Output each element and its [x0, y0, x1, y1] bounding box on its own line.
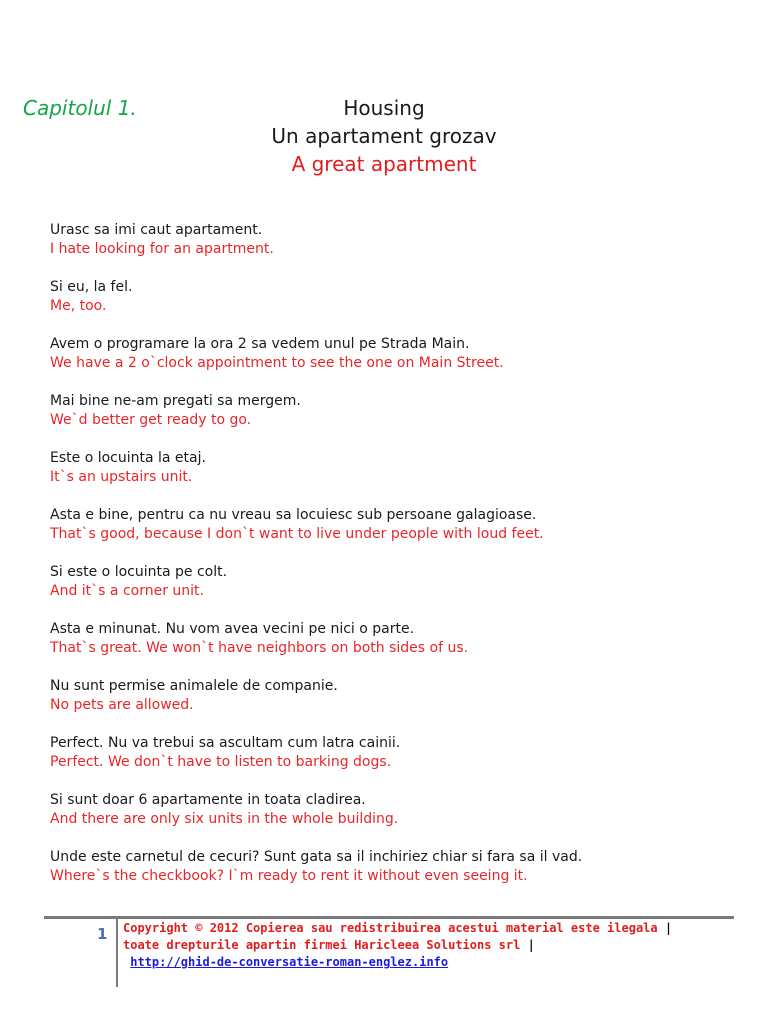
- website-link[interactable]: http://ghid-de-conversatie-roman-englez.info: [130, 955, 449, 969]
- english-line: We have a 2 o`clock appointment to see the one on Main Street.: [50, 355, 504, 371]
- chapter-label: Capitolul 1.: [23, 96, 137, 120]
- romanian-line: Urasc sa imi caut apartament.: [50, 222, 263, 238]
- footer-divider: [44, 916, 734, 919]
- dialog-pair: [50, 506, 750, 563]
- footer-separator: |: [664, 921, 673, 935]
- english-line: That`s great. We won`t have neighbors on both sides of us.: [50, 640, 469, 656]
- footer-vertical-divider: [116, 919, 118, 987]
- english-line: And there are only six units in the whole building.: [50, 811, 399, 827]
- english-line: We`d better get ready to go.: [50, 412, 252, 428]
- english-line: And it`s a corner unit.: [50, 583, 204, 599]
- english-line: No pets are allowed.: [50, 697, 194, 713]
- english-line: Perfect. We don`t have to listen to barking dogs.: [50, 754, 392, 770]
- romanian-line: Si eu, la fel.: [50, 279, 133, 295]
- english-line: Where`s the checkbook? I`m ready to rent it without even seeing it.: [50, 868, 528, 884]
- english-line: It`s an upstairs unit.: [50, 469, 193, 485]
- dialog-pair: [50, 335, 750, 392]
- romanian-title: Un apartament grozav: [271, 124, 497, 148]
- english-line: That`s good, because I don`t want to live under people with loud feet.: [50, 526, 544, 542]
- copyright-line-2: toate drepturile apartin firmei Haricleea Solutions srl: [123, 938, 521, 952]
- topic-title: Housing: [343, 96, 425, 120]
- dialog-pair: [50, 563, 750, 620]
- dialog-pair: [50, 677, 750, 734]
- copyright-line-1: Copyright © 2012 Copierea sau redistribuirea acestui material este ilegala: [123, 921, 658, 935]
- dialog-pair: [50, 449, 750, 506]
- dialog-pair: [50, 734, 750, 791]
- title-block: [0, 94, 768, 178]
- dialog-pair: [50, 791, 750, 848]
- romanian-line: Nu sunt permise animalele de companie.: [50, 678, 338, 694]
- dialog-pair: [50, 221, 750, 278]
- page-number: 1: [97, 925, 108, 943]
- footer-copyright: [123, 920, 723, 971]
- romanian-line: Asta e bine, pentru ca nu vreau sa locuiesc sub persoane galagioase.: [50, 507, 537, 523]
- dialog-pair: [50, 278, 750, 335]
- dialog-pair: [50, 392, 750, 449]
- romanian-line: Unde este carnetul de cecuri? Sunt gata sa il inchiriez chiar si fara sa il vad.: [50, 849, 583, 865]
- english-title: A great apartment: [291, 152, 477, 176]
- dialog-pair: [50, 620, 750, 677]
- romanian-line: Perfect. Nu va trebui sa ascultam cum latra cainii.: [50, 735, 401, 751]
- romanian-line: Si sunt doar 6 apartamente in toata cladirea.: [50, 792, 366, 808]
- romanian-line: Si este o locuinta pe colt.: [50, 564, 228, 580]
- romanian-line: Asta e minunat. Nu vom avea vecini pe nici o parte.: [50, 621, 415, 637]
- romanian-line: Mai bine ne-am pregati sa mergem.: [50, 393, 301, 409]
- romanian-line: Este o locuinta la etaj.: [50, 450, 206, 466]
- english-line: Me, too.: [50, 298, 107, 314]
- romanian-line: Avem o programare la ora 2 sa vedem unul pe Strada Main.: [50, 336, 470, 352]
- dialog-pair: [50, 848, 750, 905]
- dialog-list: [50, 221, 750, 905]
- english-line: I hate looking for an apartment.: [50, 241, 274, 257]
- footer-separator: |: [527, 938, 535, 952]
